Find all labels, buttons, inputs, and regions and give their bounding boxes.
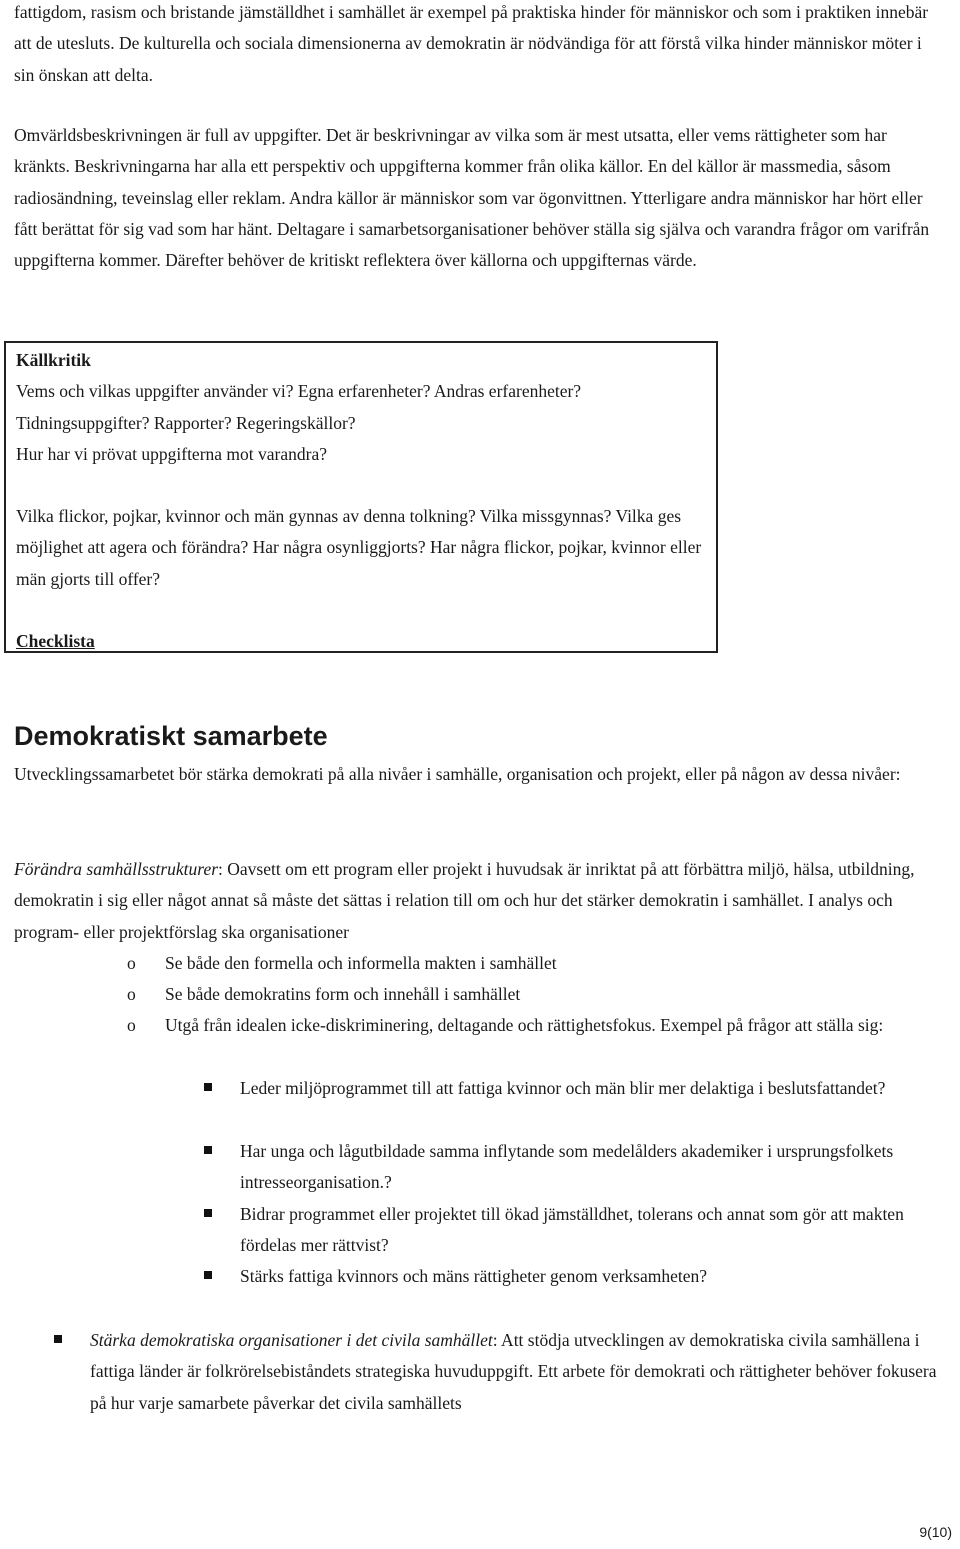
box-question-3: Vilka flickor, pojkar, kvinnor och män gynnas av denna tolkning? Vilka missgynnas? Vilka ges möjlighet att agera och förändra? Har några osynliggjorts? Har några flickor, pojkar, kvinnor eller män gjorts till offer? xyxy=(16,506,702,589)
square-bullet-icon xyxy=(54,1335,62,1343)
circle-bullet-icon: o xyxy=(127,984,136,1004)
square-list-item-text: Har unga och lågutbildade samma inflytande som medelålders akademiker i ursprungsfolkets intresseorganisation.? xyxy=(240,1141,894,1193)
checklist-label: Checklista xyxy=(16,631,95,652)
square-bullet-icon xyxy=(204,1083,212,1091)
square-bullet-icon xyxy=(204,1271,212,1279)
circle-bullet-icon: o xyxy=(127,1015,136,1035)
page-number: 9(10) xyxy=(919,1524,952,1540)
box-question-2: Hur har vi prövat uppgifterna mot varandra? xyxy=(16,443,327,464)
o-list-item-text: Se både demokratins form och innehåll i samhället xyxy=(165,984,521,1004)
box-title: Källkritik xyxy=(16,350,91,370)
o-list-item-text: Se både den formella och informella makten i samhället xyxy=(165,953,557,973)
circle-bullet-icon: o xyxy=(127,953,136,973)
box-question-1: Vems och vilkas uppgifter använder vi? Egna erfarenheter? Andras erfarenheter? Tidningsuppgifter? Rapporter? Regeringskällor? xyxy=(16,381,582,433)
civil-society-label: Stärka demokratiska organisationer i det civila samhället xyxy=(90,1330,493,1350)
intro-paragraph-1: fattigdom, rasism och bristande jämställdhet i samhället är exempel på praktiska hinder för människor och som i praktiken innebär att de utesluts. De kulturella och sociala dimensionerna av demokratin är nödvändiga för att förstå vilka hinder människor möter i sin önskan att delta. xyxy=(14,2,929,85)
structures-paragraph xyxy=(14,854,946,948)
square-list-item-text: Stärks fattiga kvinnors och mäns rättigheter genom verksamheten? xyxy=(240,1266,708,1286)
intro-paragraph-2: Omvärldsbeskrivningen är full av uppgifter. Det är beskrivningar av vilka som är mest utsatta, eller vems rättigheter som har kränkts. Beskrivningarna har alla ett perspektiv och uppgifterna kommer från olika källor. En del källor är massmedia, såsom radiosändning, teveinslag eller reklam. Andra källor är människor som var ögonvittnen. Ytterligare andra människor har hört eller fått berättat för sig vad som har hänt. Deltagare i samarbetsorganisationer behöver ställa sig själva och varandra frågor om varifrån uppgifterna kommer. Därefter behöver de kritiskt reflektera över källorna och uppgifternas värde. xyxy=(14,125,930,271)
square-bullet-icon xyxy=(204,1146,212,1154)
square-bullet-icon xyxy=(204,1209,212,1217)
section-intro: Utvecklingssamarbetet bör stärka demokrati på alla nivåer i samhälle, organisation och projekt, eller på någon av dessa nivåer: xyxy=(14,764,901,784)
section-heading: Demokratiskt samarbete xyxy=(14,721,328,751)
source-criticism-box xyxy=(4,341,718,653)
civil-society-text: : Att stödja utvecklingen av demokratiska civila samhällena i fattiga länder är folkrörelsebiståndets strategiska huvuduppgift. Ett arbete för demokrati och rättigheter behöver fokusera på hur varje samarbete påverkar det civila samhällets xyxy=(90,1330,937,1413)
structures-text: : Oavsett om ett program eller projekt i huvudsak är inriktat på att förbättra miljö, hälsa, utbildning, demokratin i sig eller något annat så måste det sättas i relation till om och hur det stärker demokratin i samhället. I analys och program- eller projektförslag ska organisationer xyxy=(14,859,915,942)
structures-label: Förändra samhällsstrukturer xyxy=(14,859,219,879)
civil-society-text-wrap xyxy=(90,1325,946,1419)
o-list-item-text: Utgå från idealen icke-diskriminering, deltagande och rättighetsfokus. Exempel på frågor att ställa sig: xyxy=(165,1015,884,1035)
square-list-item-text: Bidrar programmet eller projektet till ökad jämställdhet, tolerans och annat som gör att makten fördelas mer rättvist? xyxy=(240,1204,904,1256)
square-list-item-text: Leder miljöprogrammet till att fattiga kvinnor och män blir mer delaktiga i beslutsfattandet? xyxy=(240,1078,886,1098)
